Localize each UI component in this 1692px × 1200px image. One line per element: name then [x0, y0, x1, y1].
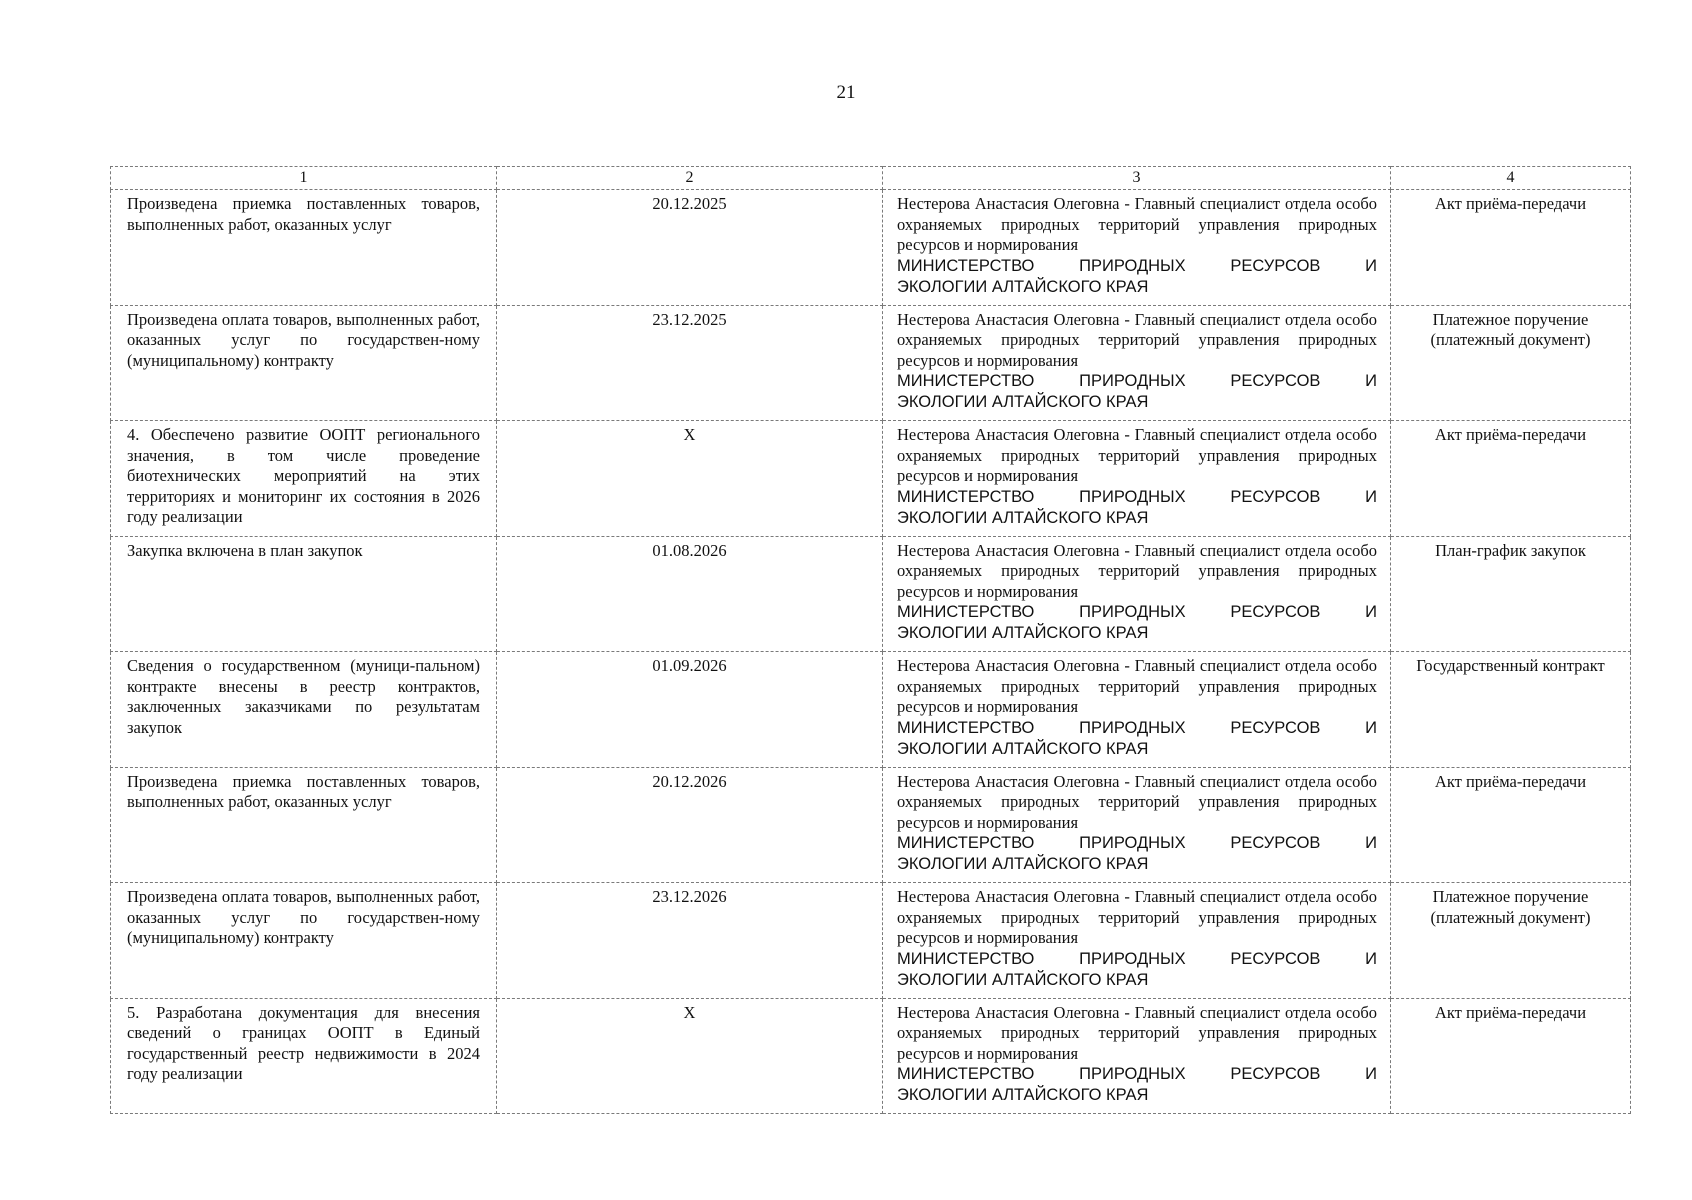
event-cell: Сведения о государственном (муници-пальном) контракте внесены в реестр контрактов, заключенных заказчиками по результатам закупок — [111, 652, 497, 768]
document-cell: План-график закупок — [1391, 536, 1631, 652]
ministry-name: МИНИСТЕРСТВО ПРИРОДНЫХ РЕСУРСОВ И — [897, 949, 1377, 968]
document-cell: Акт приёма-передачи — [1391, 998, 1631, 1114]
table-header-row — [111, 167, 1631, 190]
ministry-name-cont: ЭКОЛОГИИ АЛТАЙСКОГО КРАЯ — [897, 277, 1149, 296]
page-number: 21 — [836, 82, 856, 103]
responsible-cell — [883, 536, 1391, 652]
document-cell: Платежное поручение (платежный документ) — [1391, 305, 1631, 421]
ministry-name-cont: ЭКОЛОГИИ АЛТАЙСКОГО КРАЯ — [897, 1086, 1149, 1105]
table-body — [111, 190, 1631, 1114]
table-row — [111, 883, 1631, 999]
table-row — [111, 421, 1631, 537]
date-cell: 01.09.2026 — [497, 652, 883, 768]
table-row — [111, 536, 1631, 652]
ministry-name: МИНИСТЕРСТВО ПРИРОДНЫХ РЕСУРСОВ И — [897, 603, 1377, 622]
document-cell: Государственный контракт — [1391, 652, 1631, 768]
column-header-1: 1 — [111, 167, 497, 190]
ministry-name-cont: ЭКОЛОГИИ АЛТАЙСКОГО КРАЯ — [897, 393, 1149, 412]
event-cell: Закупка включена в план закупок — [111, 536, 497, 652]
responsible-cell — [883, 421, 1391, 537]
control-points-table — [110, 166, 1631, 1114]
date-cell: 20.12.2026 — [497, 767, 883, 883]
responsible-cell — [883, 767, 1391, 883]
document-cell: Акт приёма-передачи — [1391, 421, 1631, 537]
ministry-name-cont: ЭКОЛОГИИ АЛТАЙСКОГО КРАЯ — [897, 624, 1149, 643]
date-cell: 20.12.2025 — [497, 190, 883, 306]
responsible-cell — [883, 305, 1391, 421]
ministry-name: МИНИСТЕРСТВО ПРИРОДНЫХ РЕСУРСОВ И — [897, 256, 1377, 275]
table-row — [111, 998, 1631, 1114]
responsible-person: Нестерова Анастасия Олеговна - Главный специалист отдела особо охраняемых природных территорий управления природных ресурсов и нормирования — [897, 887, 1377, 948]
document-cell: Платежное поручение (платежный документ) — [1391, 883, 1631, 999]
table-row — [111, 767, 1631, 883]
column-header-2: 2 — [497, 167, 883, 190]
ministry-name-cont: ЭКОЛОГИИ АЛТАЙСКОГО КРАЯ — [897, 970, 1149, 989]
event-cell: Произведена приемка поставленных товаров, выполненных работ, оказанных услуг — [111, 767, 497, 883]
responsible-person: Нестерова Анастасия Олеговна - Главный специалист отдела особо охраняемых природных территорий управления природных ресурсов и нормирования — [897, 309, 1377, 370]
responsible-person: Нестерова Анастасия Олеговна - Главный специалист отдела особо охраняемых природных территорий управления природных ресурсов и нормирования — [897, 1002, 1377, 1063]
responsible-cell — [883, 998, 1391, 1114]
date-cell: 01.08.2026 — [497, 536, 883, 652]
date-cell: X — [497, 421, 883, 537]
ministry-name: МИНИСТЕРСТВО ПРИРОДНЫХ РЕСУРСОВ И — [897, 1065, 1377, 1084]
ministry-name: МИНИСТЕРСТВО ПРИРОДНЫХ РЕСУРСОВ И — [897, 487, 1377, 506]
responsible-cell — [883, 883, 1391, 999]
responsible-person: Нестерова Анастасия Олеговна - Главный специалист отдела особо охраняемых природных территорий управления природных ресурсов и нормирования — [897, 656, 1377, 717]
date-cell: 23.12.2025 — [497, 305, 883, 421]
column-header-3: 3 — [883, 167, 1391, 190]
event-cell: 4. Обеспечено развитие ООПТ регионального значения, в том числе проведение биотехнических мероприятий на этих территориях и мониторинг их состояния в 2026 году реализации — [111, 421, 497, 537]
responsible-person: Нестерова Анастасия Олеговна - Главный специалист отдела особо охраняемых природных территорий управления природных ресурсов и нормирования — [897, 771, 1377, 832]
column-header-4: 4 — [1391, 167, 1631, 190]
ministry-name: МИНИСТЕРСТВО ПРИРОДНЫХ РЕСУРСОВ И — [897, 718, 1377, 737]
document-cell: Акт приёма-передачи — [1391, 190, 1631, 306]
ministry-name-cont: ЭКОЛОГИИ АЛТАЙСКОГО КРАЯ — [897, 508, 1149, 527]
responsible-person: Нестерова Анастасия Олеговна - Главный специалист отдела особо охраняемых природных территорий управления природных ресурсов и нормирования — [897, 540, 1377, 601]
responsible-person: Нестерова Анастасия Олеговна - Главный специалист отдела особо охраняемых природных территорий управления природных ресурсов и нормирования — [897, 425, 1377, 486]
ministry-name: МИНИСТЕРСТВО ПРИРОДНЫХ РЕСУРСОВ И — [897, 372, 1377, 391]
document-cell: Акт приёма-передачи — [1391, 767, 1631, 883]
date-cell: X — [497, 998, 883, 1114]
date-cell: 23.12.2026 — [497, 883, 883, 999]
event-cell: Произведена оплата товаров, выполненных работ, оказанных услуг по государствен-ному (муниципальному) контракту — [111, 305, 497, 421]
event-cell: Произведена оплата товаров, выполненных работ, оказанных услуг по государствен-ному (муниципальному) контракту — [111, 883, 497, 999]
table-row — [111, 305, 1631, 421]
responsible-person: Нестерова Анастасия Олеговна - Главный специалист отдела особо охраняемых природных территорий управления природных ресурсов и нормирования — [897, 194, 1377, 255]
responsible-cell — [883, 652, 1391, 768]
ministry-name-cont: ЭКОЛОГИИ АЛТАЙСКОГО КРАЯ — [897, 855, 1149, 874]
responsible-cell — [883, 190, 1391, 306]
table-row — [111, 190, 1631, 306]
event-cell: Произведена приемка поставленных товаров, выполненных работ, оказанных услуг — [111, 190, 497, 306]
table-row — [111, 652, 1631, 768]
ministry-name-cont: ЭКОЛОГИИ АЛТАЙСКОГО КРАЯ — [897, 739, 1149, 758]
ministry-name: МИНИСТЕРСТВО ПРИРОДНЫХ РЕСУРСОВ И — [897, 834, 1377, 853]
event-cell: 5. Разработана документация для внесения сведений о границах ООПТ в Единый государственный реестр недвижимости в 2024 году реализации — [111, 998, 497, 1114]
